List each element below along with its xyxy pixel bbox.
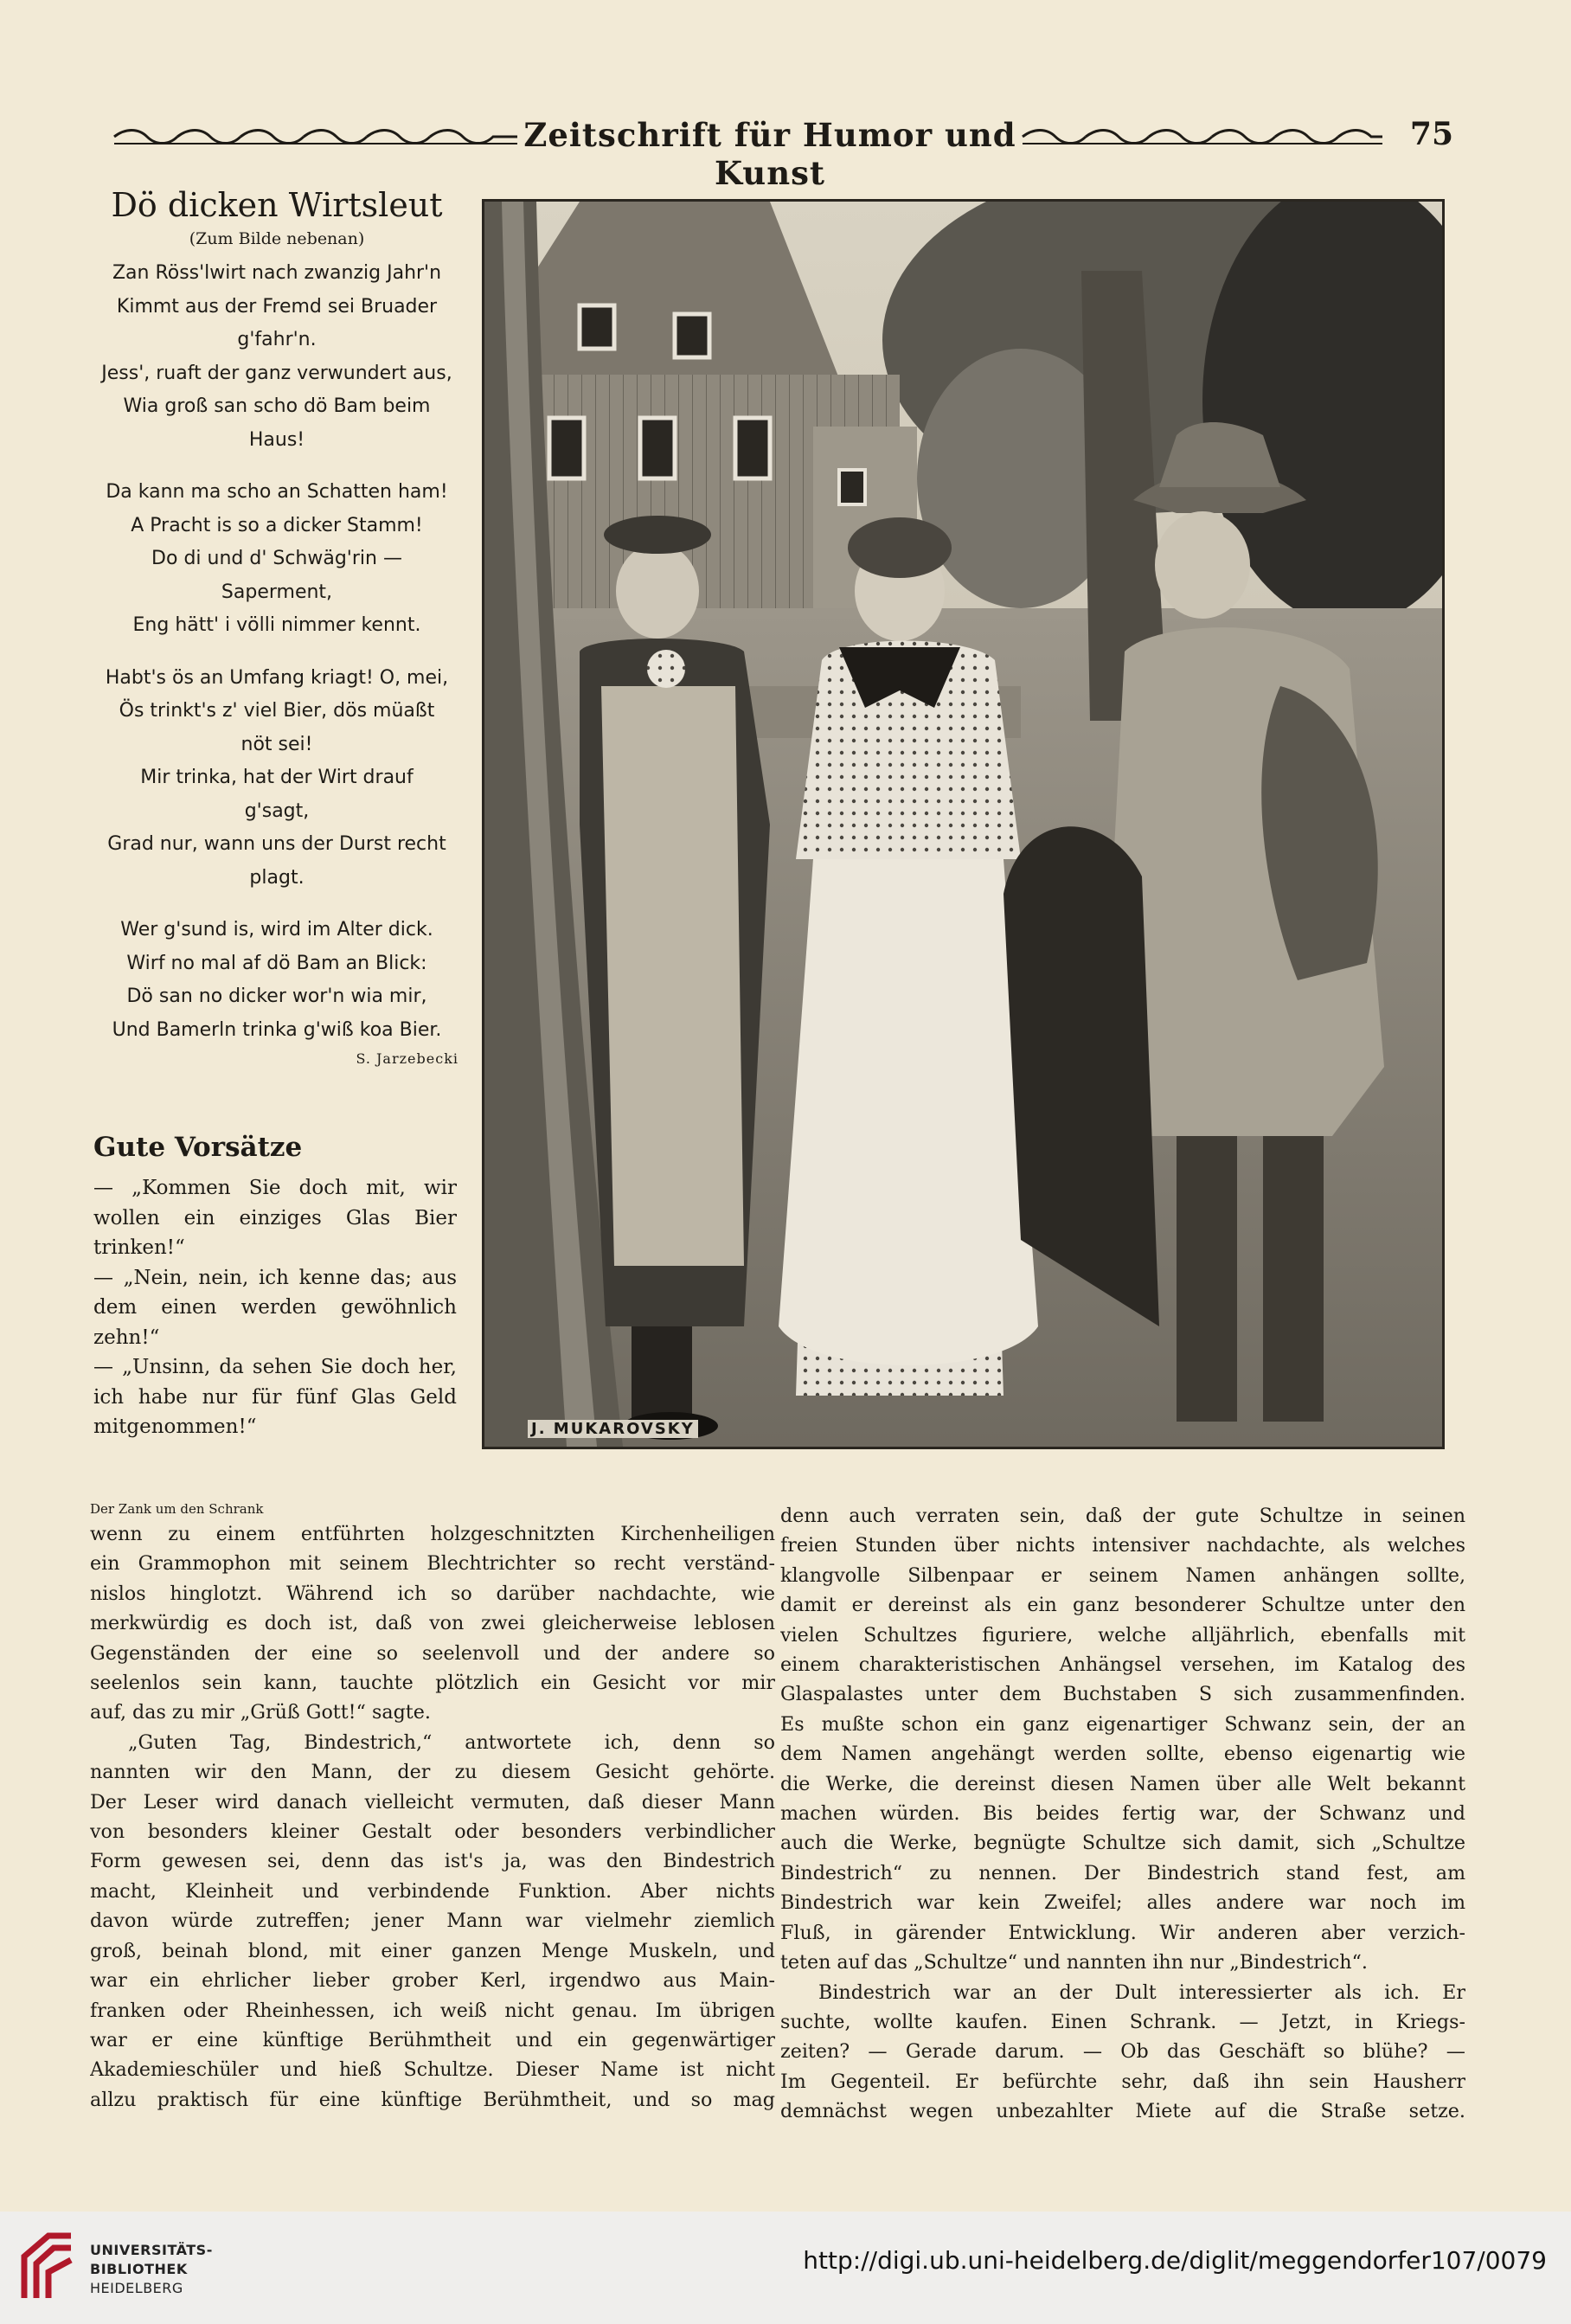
article-line: macht, Kleinheit und verbindende Funktion. Aber nichts	[90, 1879, 775, 1903]
running-header	[104, 112, 1453, 192]
article-line: nannten wir den Mann, der zu diesem Gesicht gehörte.	[90, 1761, 775, 1784]
poem-verse: Wer g'sund is, wird im Alter dick.	[120, 919, 433, 941]
article-line: davon würde zutreffen; jener Mann war vielmehr ziemlich	[90, 1910, 775, 1933]
article-section-head: Der Zank um den Schrank	[90, 1501, 264, 1517]
article-line: von besonders kleiner Gestalt oder besonders verbindlicher	[90, 1820, 775, 1844]
article-line: denn auch verraten sein, daß der gute Schultze in seinen	[780, 1505, 1465, 1527]
poem-verse: Wia groß san scho dö Bam beim	[123, 395, 431, 417]
article-line: war er eine künftige Berühmtheit und ein gegenwärtiger	[90, 2028, 775, 2051]
illustration-drawing	[484, 202, 1442, 1447]
article-line: Bindestrich war an der Dult interessierter als ich. Er	[818, 1981, 1465, 2004]
article-line: teten auf das „Schultze“ und nannten ihn nur „Bindestrich“.	[780, 1951, 1368, 1974]
poem-stanza	[95, 662, 458, 896]
poem-title: Dö dicken Wirtsleut	[111, 186, 443, 224]
article-line: wenn zu einem entführten holzgeschnitzten Kirchenheiligen	[90, 1523, 775, 1545]
header-ornament-right	[1021, 126, 1384, 147]
dialogue-line: — „Unsinn, da sehen Sie doch her, ich habe nur für fünf Glas Geld mitgenommen!“	[93, 1356, 457, 1438]
poem-verse: Und Bamerln trinka g'wiß koa Bier.	[112, 1018, 442, 1041]
magazine-title: Zeitschrift für Humor und Kunst	[523, 116, 1016, 192]
library-name-line: BIBLIOTHEK	[90, 2261, 188, 2277]
article-line: suchte, wollte kaufen. Einen Schrank. — Jetzt, in Kriegs-	[780, 2010, 1465, 2033]
poem-subtitle: (Zum Bilde nebenan)	[189, 229, 365, 248]
article-line: Glaspalastes unter dem Buchstaben S sich zusammenfinden.	[780, 1683, 1465, 1706]
article-line: merkwürdig es doch ist, daß von zwei gleicherweise leblosen	[90, 1612, 775, 1635]
poem-verse: Wirf no mal af dö Bam an Blick:	[126, 952, 427, 974]
illustration-signature: J. MUKAROVSKY	[528, 1420, 698, 1438]
article-line: dem Namen angehängt werden sollte, ebenso eigenartig wie	[780, 1743, 1465, 1766]
poem-verse: g'fahr'n.	[237, 329, 317, 350]
poem-verse: g'sagt,	[244, 799, 310, 822]
gute-vorsaetze	[93, 1132, 457, 1442]
poem	[95, 186, 458, 1067]
poem-verse: Jess', ruaft der ganz verwundert aus,	[101, 362, 452, 384]
poem-verse: Kimmt aus der Fremd sei Bruader	[116, 295, 438, 318]
poem-verse: A Pracht is so a dicker Stamm!	[131, 514, 423, 536]
poem-verse: Grad nur, wann uns der Durst recht	[107, 833, 446, 855]
article-line: Gegenständen der eine so seelenvoll und der andere so	[90, 1641, 775, 1665]
article-line: einem charakteristischen Anhängsel versehen, im Katalog des	[780, 1653, 1465, 1677]
header-ornament-left	[112, 126, 519, 147]
article-line: damit er dereinst als ein ganz besonderer Schultze unter den	[780, 1594, 1465, 1617]
dialogue-line: — „Kommen Sie doch mit, wir wollen ein einziges Glas Bier trinken!“	[93, 1177, 457, 1259]
poem-verse: Do di und d' Schwäg'rin —	[151, 548, 402, 569]
article-line: Bindestrich war kein Zweifel; alles andere war noch im	[780, 1891, 1465, 1915]
library-name-line: HEIDELBERG	[90, 2280, 183, 2296]
article-line: Form gewesen sei, denn das ist's ja, was den Bindestrich	[90, 1850, 775, 1873]
article-line: auch die Werke, begnügte Schultze sich damit, sich „Schultze	[780, 1832, 1465, 1855]
article-line: Im Gegenteil. Er befürchte sehr, daß ihn sein Hausherr	[780, 2070, 1465, 2093]
poem-verse: Da kann ma scho an Schatten ham!	[106, 481, 448, 503]
article-line: freien Stunden über nichts intensiver nachdachte, als welches	[780, 1534, 1465, 1557]
article-column-left	[90, 1501, 775, 2115]
library-name-line: UNIVERSITÄTS-	[90, 2242, 213, 2258]
article-line: Bindestrich“ zu nennen. Der Bindestrich stand fest, am	[780, 1861, 1465, 1884]
article-line: franken oder Rheinhessen, ich weiß nicht genau. Im übrigen	[90, 1999, 775, 2022]
article-column-right	[780, 1501, 1465, 2127]
article-line: „Guten Tag, Bindestrich,“ antwortete ich, denn so	[128, 1730, 775, 1754]
poem-stanza	[95, 257, 458, 457]
article-line: allzu praktisch für eine künftige Berühmtheit, und so mag	[90, 2088, 775, 2111]
article-line: seelenlos sein kann, tauchte plötzlich ein Gesicht vor mir	[90, 1672, 775, 1695]
poem-stanza	[95, 476, 458, 643]
poem-author: S. Jarzebecki	[356, 1050, 458, 1067]
poem-stanza	[95, 914, 458, 1047]
illustration	[482, 199, 1445, 1449]
library-name	[90, 2241, 213, 2298]
poem-verse: Habt's ös an Umfang kriagt! O, mei,	[105, 666, 449, 689]
poem-verse: Haus!	[248, 428, 305, 451]
dialogue-line: — „Nein, nein, ich kenne das; aus dem einen werden gewöhnlich zehn!“	[93, 1266, 457, 1349]
poem-verse: Zan Röss'lwirt nach zwanzig Jahr'n	[112, 262, 442, 284]
poem-verse: Saperment,	[221, 581, 333, 603]
article-line: Der Leser wird danach vielleicht vermuten, daß dieser Mann	[90, 1790, 775, 1814]
source-url-link[interactable]: http://digi.ub.uni-heidelberg.de/diglit/meggendorfer107/0079	[803, 2246, 1547, 2275]
poem-verse: Dö san no dicker wor'n wia mir,	[126, 985, 427, 1007]
article-line: machen würden. Bis beides fertig war, der Schwanz und	[780, 1802, 1465, 1826]
article-line: groß, beinah blond, mit einer ganzen Menge Muskeln, und	[90, 1939, 775, 1962]
poem-verse: plagt.	[249, 866, 305, 889]
article-line: die Werke, die dereinst diesen Namen über alle Welt bekannt	[780, 1772, 1465, 1795]
gute-vorsaetze-title: Gute Vorsätze	[93, 1132, 303, 1163]
poem-verse: Mir trinka, hat der Wirt drauf	[140, 767, 414, 788]
article-line: zeiten? — Gerade darum. — Ob das Geschäft so blühe? —	[780, 2040, 1465, 2064]
article-line: ein Grammophon mit seinem Blechtrichter so recht verständ-	[90, 1552, 775, 1576]
article-line: vielen Schultzes figuriere, welche alljährlich, ebenfalls mit	[780, 1623, 1465, 1647]
article-line: nislos hinglotzt. Während ich so darüber nachdachte, wie	[90, 1582, 775, 1605]
article-line: klangvolle Silbenpaar er seinem Namen anhängen sollte,	[780, 1563, 1465, 1587]
article-line: Es mußte schon ein ganz eigenartiger Schwanz sein, der an	[780, 1712, 1465, 1736]
library-logo-icon	[19, 2231, 76, 2303]
article-line: war ein ehrlicher lieber grober Kerl, irgendwo aus Main-	[90, 1969, 775, 1993]
poem-verse: Eng hätt' i völli nimmer kennt.	[132, 614, 421, 636]
article-line: Fluß, in gärender Entwicklung. Wir anderen aber verzich-	[780, 1921, 1465, 1944]
poem-verse: Ös trinkt's z' viel Bier, dös müaßt	[119, 700, 435, 722]
page-number: 75	[1409, 116, 1453, 152]
article-line: Akademieschüler und hieß Schultze. Dieser Name ist nicht	[90, 2058, 775, 2082]
article-line: auf, das zu mir „Grüß Gott!“ sagte.	[90, 1701, 431, 1724]
poem-verse: nöt sei!	[240, 733, 313, 755]
article-line: demnächst wegen unbezahlter Miete auf die Straße setze.	[780, 2100, 1465, 2123]
library-footer	[0, 2212, 1571, 2324]
